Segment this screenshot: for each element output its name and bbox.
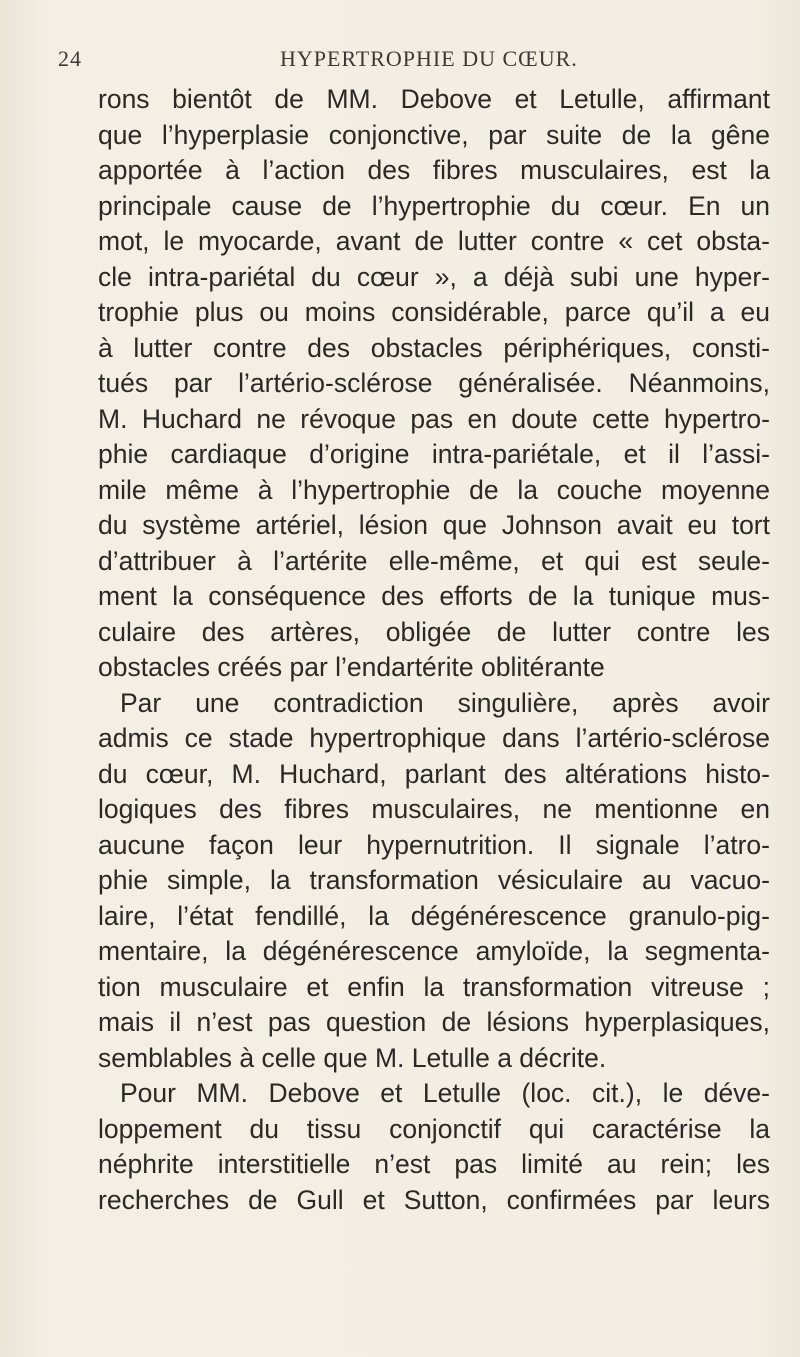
text-line: phie simple, la transformation vésiculaire au vacuo-: [98, 865, 770, 895]
text-line: rons bientôt de MM. Debove et Letulle, affirmant: [98, 84, 770, 114]
text-line: Pour MM. Debove et Letulle (loc. cit.), le déve-: [120, 1078, 770, 1108]
text-line: à lutter contre des obstacles périphériques, consti-: [98, 332, 770, 363]
text-line: aucune façon leur hypernutrition. Il signale l’atro-: [98, 829, 770, 860]
text-line: semblables à celle que M. Letulle a décrite.: [98, 1042, 607, 1073]
page-number: 24: [58, 46, 82, 71]
text-line: M. Huchard ne révoque pas en doute cette hypertro-: [98, 403, 770, 434]
text-line: logiques des fibres musculaires, ne mentionne en: [98, 794, 770, 824]
text-line: mais il n’est pas question de lésions hyperplasiques,: [98, 1007, 770, 1037]
body-text: [98, 82, 770, 1218]
running-title: HYPERTROPHIE DU CŒUR.: [280, 46, 578, 71]
text-line: trophie plus ou moins considérable, parce qu’il a eu: [98, 297, 770, 327]
text-line: du système artériel, lésion que Johnson avait eu tort: [98, 510, 770, 540]
text-line: phie cardiaque d’origine intra-pariétale, et il l’assi-: [98, 439, 770, 469]
text-line: culaire des artères, obligée de lutter contre les: [98, 616, 770, 647]
text-line: mot, le myocarde, avant de lutter contre « cet obsta-: [98, 226, 770, 256]
text-line: mile même à l’hypertrophie de la couche moyenne: [98, 474, 770, 505]
text-line: tués par l’artério-sclérose généralisée. Néanmoins,: [98, 368, 770, 398]
text-line: néphrite interstitielle n’est pas limité au rein; les: [98, 1149, 770, 1179]
text-line: ment la conséquence des efforts de la tunique mus-: [98, 581, 770, 611]
text-line: cle intra-pariétal du cœur », a déjà subi une hyper-: [98, 261, 770, 292]
text-line: du cœur, M. Huchard, parlant des altérations histo-: [98, 758, 770, 789]
text-line: que l’hyperplasie conjonctive, par suite de la gêne: [98, 119, 770, 150]
text-line: obstacles créés par l’endartérite oblitérante: [98, 652, 605, 682]
text-line: d’attribuer à l’artérite elle-même, et qui est seule-: [98, 545, 770, 576]
text-line: Par une contradiction singulière, après avoir: [120, 687, 770, 718]
text-line: admis ce stade hypertrophique dans l’artério-sclérose: [98, 723, 770, 753]
text-line: laire, l’état fendillé, la dégénérescence granulo-pig-: [98, 900, 770, 931]
text-line: tion musculaire et enfin la transformation vitreuse ;: [98, 971, 770, 1002]
text-line: recherches de Gull et Sutton, confirmées par leurs: [98, 1184, 770, 1215]
text-line: principale cause de l’hypertrophie du cœur. En un: [98, 190, 770, 221]
page-header: [58, 46, 748, 80]
text-line: apportée à l’action des fibres musculaires, est la: [98, 155, 770, 185]
text-line: loppement du tissu conjonctif qui caractérise la: [98, 1113, 770, 1144]
text-line: mentaire, la dégénérescence amyloïde, la segmenta-: [98, 936, 770, 966]
